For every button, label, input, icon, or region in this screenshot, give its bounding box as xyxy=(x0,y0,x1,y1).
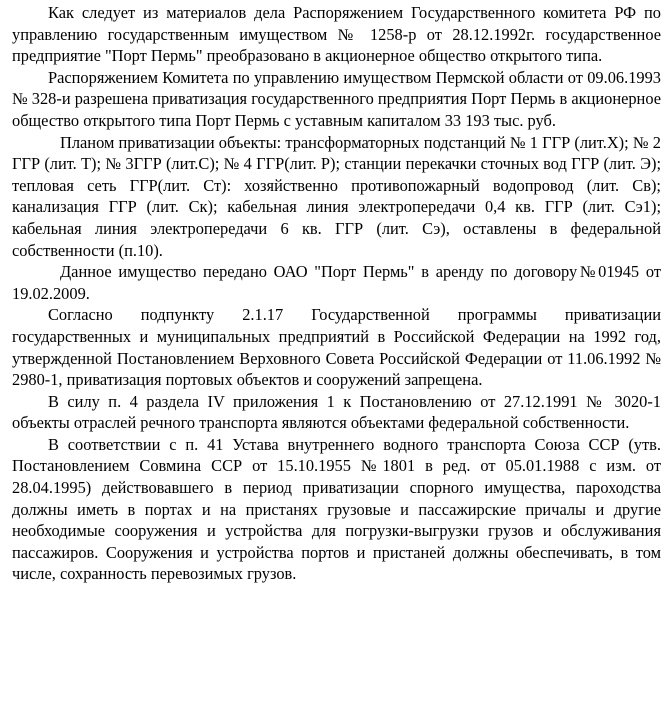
paragraph-lease-agreement: Данное имущество передано ОАО "Порт Пермь" в аренду по договору№01945 от 19.02.2009. xyxy=(12,262,661,303)
paragraph-state-program: Согласно подпункту 2.1.17 Государственной программы приватизации государственных и муниципальных предприятий в Российской Федерации на 1992 год, утвержденной Постановлением Верховного Совета Российской Федерации от 11.06.1992 № 2980-1, приватизация портовых объектов и сооружений запрещена. xyxy=(12,305,661,390)
paragraph-privatization-plan: Планом приватизации объекты: трансформаторных подстанций № 1 ГГР (лит.Х); № 2 ГГР (лит. Т); № 3ГГР (лит.С); № 4 ГГР(лит. Р); станции перекачки сточных вод ГГР (лит. Э); тепловая сеть ГГР(лит. Ст): хозяйственно противопожарный водопровод (лит. Св); канализация ГГР (лит. Ск); кабельная линия электропередачи 0,4 кв. ГГР (лит. Сэ1); кабельная линия электропередачи 6 кв. ГГР (лит. Сэ), оставлены в федеральной собственности (п.10). xyxy=(12,132,661,260)
paragraph-privatization-order: Как следует из материалов дела Распоряжением Государственного комитета РФ по управлению государственным имуществом № 1258-р от 28.12.1992г. государственное предприятие "Порт Пермь" преобразовано в акционерное общество открытого типа. xyxy=(12,3,661,66)
paragraph-federal-property: В силу п. 4 раздела IV приложения 1 к Постановлению от 27.12.1991 № 3020-1 объекты отраслей речного транспорта являются объектами федеральной собственности. xyxy=(12,391,661,433)
paragraph-committee-order: Распоряжением Комитета по управлению имуществом Пермской области от 09.06.1993 № 328-и разрешена приватизация государственного предприятия Порт Пермь в акционерное общество открытого типа Порт Пермь с уставным капиталом 33 193 тыс. руб. xyxy=(12,67,661,130)
paragraph-water-transport-charter: В соответствии с п. 41 Устава внутреннего водного транспорта Союза ССР (утв. Постановлением Совмина ССР от 15.10.1955 №1801 в ред. от 05.01.1988 с изм. от 28.04.1995) действовавшего в период приватизации спорного имущества, пароходства должны иметь в портах и на пристанях грузовые и пассажирские причалы и другие необходимые сооружения и устройства для погрузки-выгрузки грузов и обслуживания пассажиров. Сооружения и устройства портов и пристаней должны обеспечивать, в том числе, сохранность перевозимых грузов. xyxy=(12,434,661,584)
